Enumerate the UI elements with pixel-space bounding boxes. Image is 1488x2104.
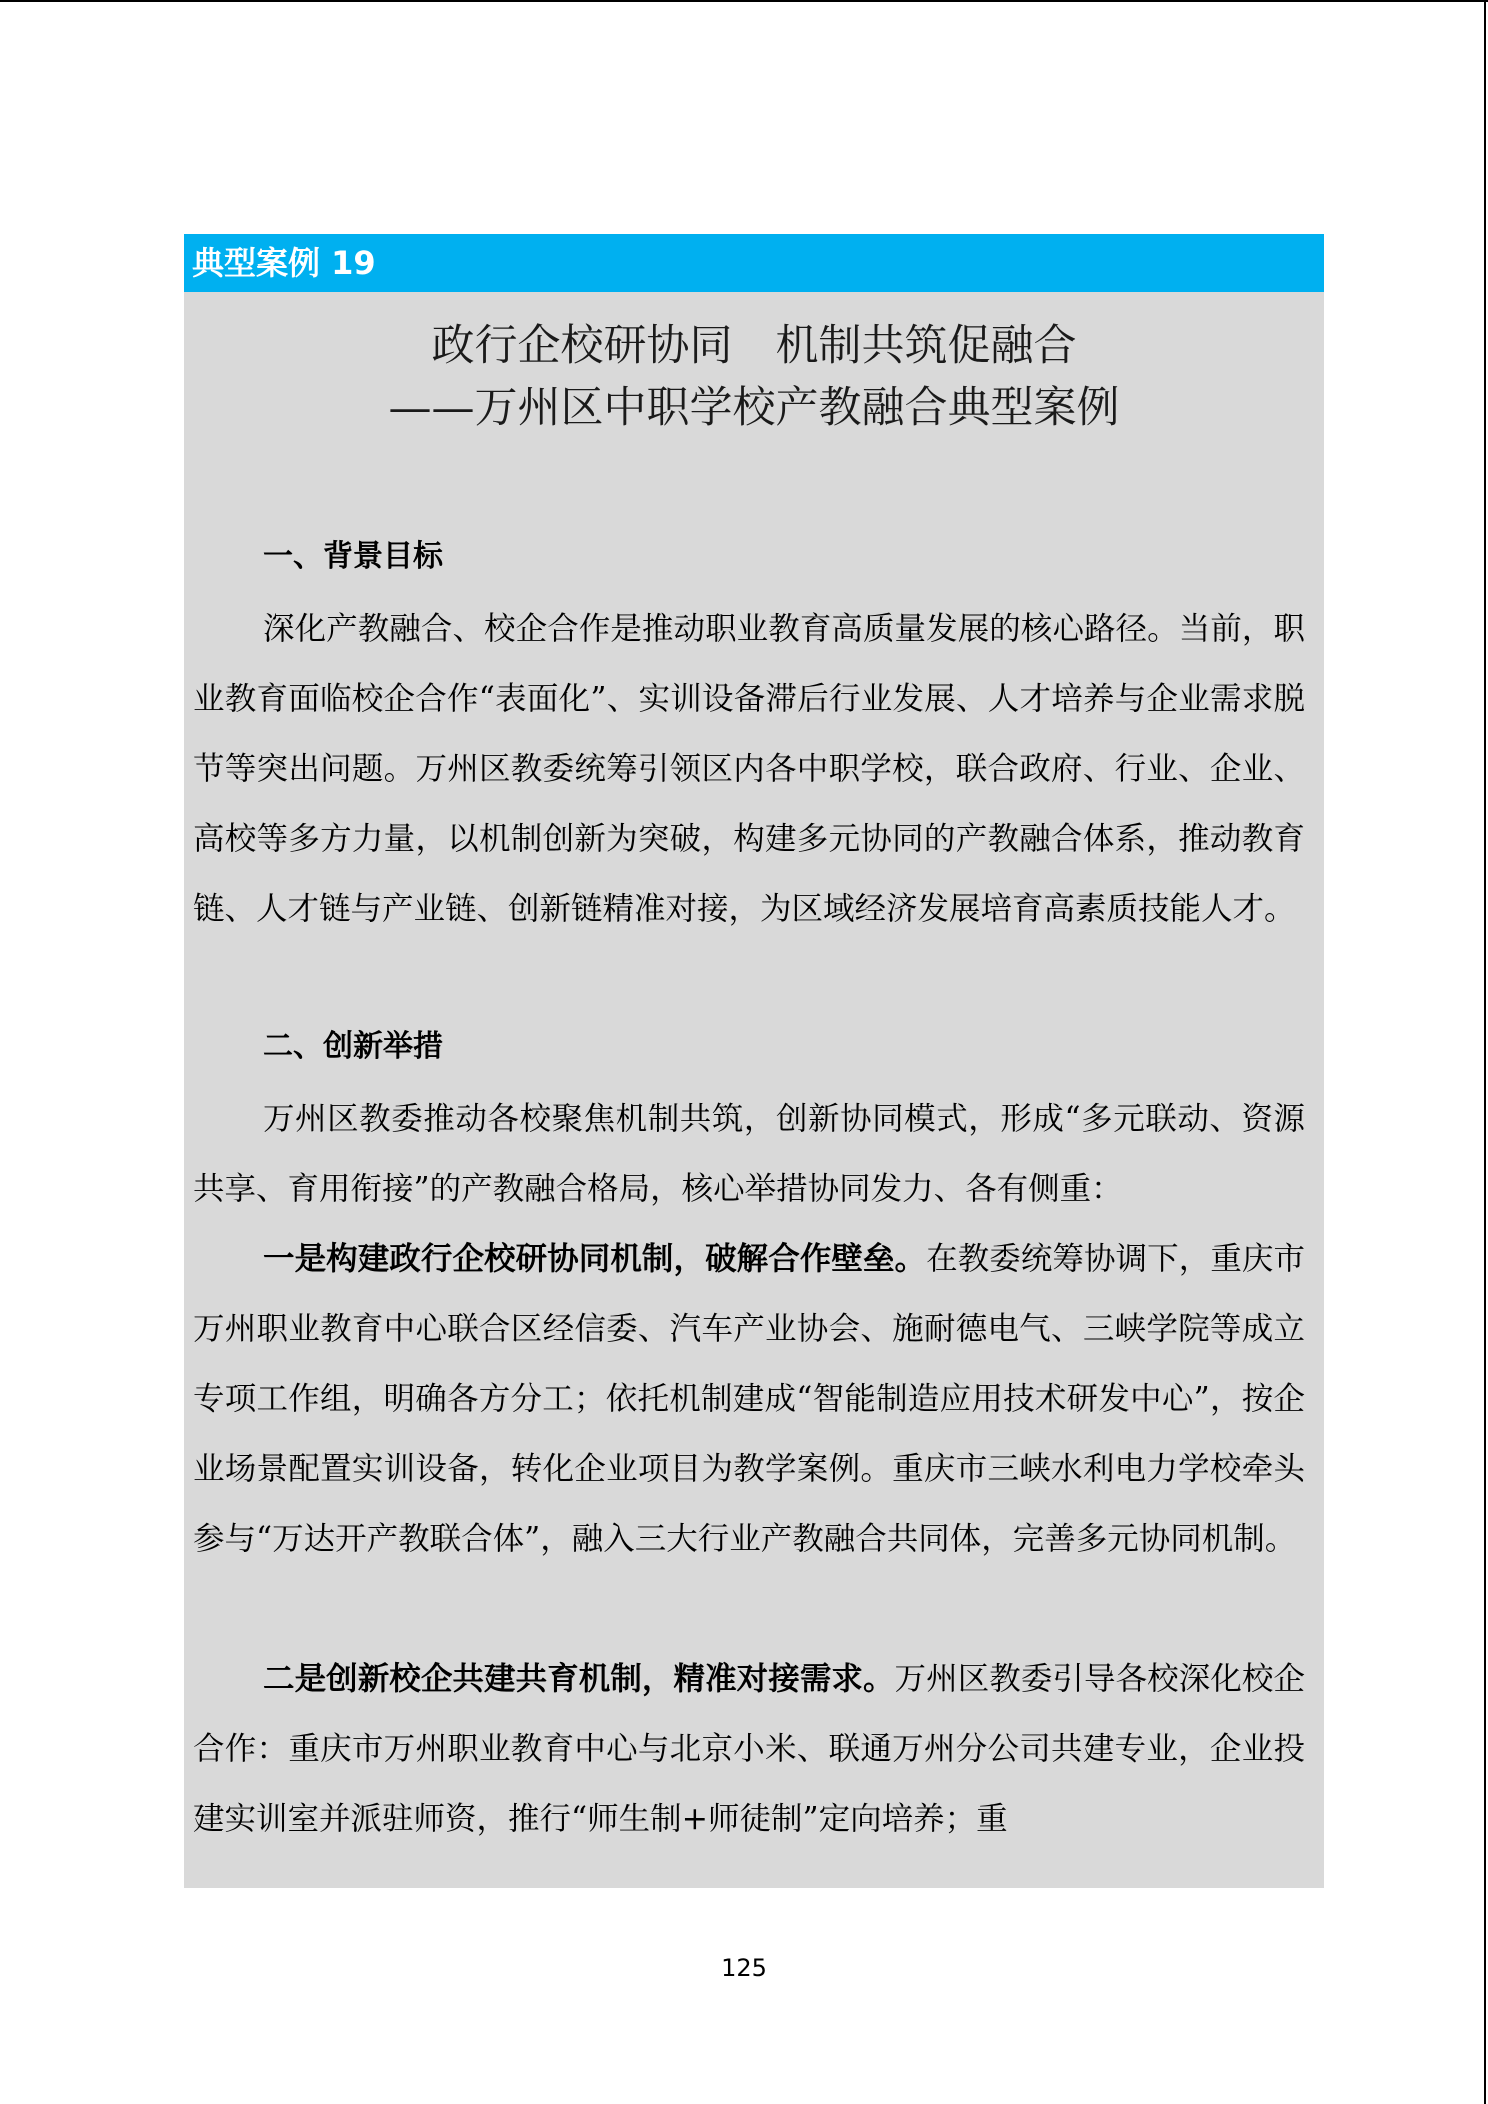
section-heading-measures: 二、创新举措	[263, 1029, 443, 1064]
page-right-rule	[1484, 0, 1486, 2104]
page-top-rule	[0, 0, 1488, 2]
case-banner	[184, 234, 1324, 292]
section-heading-background: 一、背景目标	[263, 539, 443, 574]
paragraph-measure-one	[193, 1224, 1305, 1574]
paragraph-lead: 二是创新校企共建共育机制，精准对接需求。	[263, 1661, 895, 1697]
case-title: 政行企校研协同 机制共筑促融合	[431, 321, 1077, 371]
paragraph-text: 万州区教委推动各校聚焦机制共筑，创新协同模式，形成“多元联动、资源共享、育用衔接”的产教融合格局，核心举措协同发力、各有侧重：	[193, 1101, 1305, 1207]
case-banner-label: 典型案例 19	[192, 244, 376, 282]
paragraph-background	[193, 594, 1305, 944]
paragraph-measures-intro	[193, 1084, 1305, 1224]
paragraph-lead: 一是构建政行企校研协同机制，破解合作壁垒。	[263, 1241, 927, 1277]
case-content-box	[184, 292, 1324, 1888]
page-number: 125	[721, 1954, 767, 1982]
paragraph-text: 在教委统筹协调下，重庆市万州职业教育中心联合区经信委、汽车产业协会、施耐德电气、三峡学院等成立专项工作组，明确各方分工；依托机制建成“智能制造应用技术研发中心”，按企业场景配置实训设备，转化企业项目为教学案例。重庆市三峡水利电力学校牵头参与“万达开产教联合体”，融入三大行业产教融合共同体，完善多元协同机制。	[193, 1241, 1305, 1557]
case-subtitle: ——万州区中职学校产教融合典型案例	[388, 383, 1120, 433]
paragraph-text: 万州区教委引导各校深化校企合作：重庆市万州职业教育中心与北京小米、联通万州分公司共建专业，企业投建实训室并派驻师资，推行“师生制+师徒制”定向培养；重	[193, 1661, 1305, 1837]
paragraph-measure-two	[193, 1644, 1305, 1854]
paragraph-text: 深化产教融合、校企合作是推动职业教育高质量发展的核心路径。当前，职业教育面临校企合作“表面化”、实训设备滞后行业发展、人才培养与企业需求脱节等突出问题。万州区教委统筹引领区内各中职学校，联合政府、行业、企业、高校等多方力量，以机制创新为突破，构建多元协同的产教融合体系，推动教育链、人才链与产业链、创新链精准对接，为区域经济发展培育高素质技能人才。	[193, 611, 1305, 927]
